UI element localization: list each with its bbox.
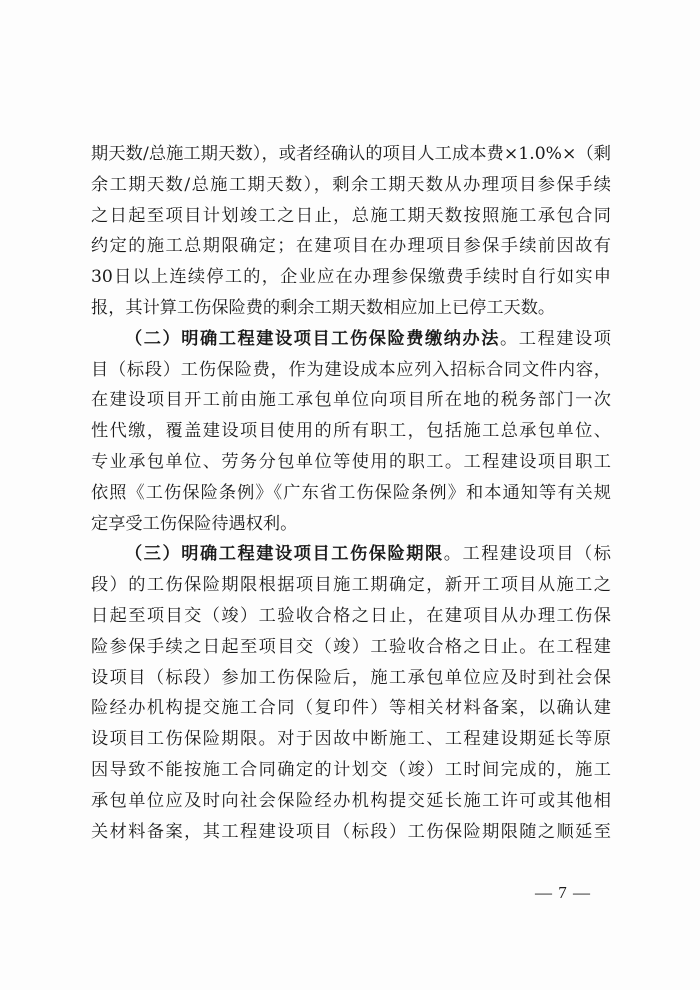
text-line [91,324,611,355]
text-line: 在建设项目开工前由施工承包单位向项目所在地的税务部门一次 [91,390,611,411]
text-fragment: 。工程建设项目（标 [443,544,611,565]
text-line: 专业承包单位、劳务分包单位等使用的职工。工程建设项目职工 [91,451,611,472]
text-line: 报，其计算工伤保险费的剩余工期天数相应加上已停工天数。 [91,297,556,318]
text-line: 设项目（标段）参加工伤保险后，施工承包单位应及时到社会保 [91,667,611,688]
text-line: 之日起至项目计划竣工之日止，总施工期天数按照施工承包合同 [91,205,611,226]
text-line: 余工期天数/总施工期天数），剩余工期天数从办理项目参保手续 [91,174,611,195]
text-line: 依照《工伤保险条例》《广东省工伤保险条例》和本通知等有关规 [91,482,611,503]
text-line: 性代缴，覆盖建设项目使用的所有职工，包括施工总承包单位、 [91,421,611,442]
text-line: 定享受工伤保险待遇权利。 [91,513,298,534]
text-line: 设项目工伤保险期限。对于因故中断施工、工程建设期延长等原 [91,729,611,750]
text-line: 险参保手续之日起至项目交（竣）工验收合格之日止。在工程建 [91,636,611,657]
text-line: 约定的施工总期限确定；在建项目在办理项目参保手续前因故有 [91,236,611,257]
paragraph-insurance-period [91,539,611,847]
page-number: — 7 — [535,883,591,902]
text-line: 期天数/总施工期天数），或者经确认的项目人工成本费×1.0%×（剩 [91,144,611,164]
text-line: 关材料备案，其工程建设项目（标段）工伤保险期限随之顺延至 [91,821,611,842]
section-heading: （三）明确工程建设项目工伤保险期限 [125,544,444,565]
section-heading: （二）明确工程建设项目工伤保险费缴纳办法 [125,328,501,349]
paragraph-continuation [91,139,611,324]
text-line: 30日以上连续停工的，企业应在办理参保缴费手续时自行如实申 [91,267,611,288]
paragraph-premium-payment [91,324,611,540]
text-line: 险经办机构提交施工合同（复印件）等相关材料备案，以确认建 [91,698,611,719]
text-line: 因导致不能按施工合同确定的计划交（竣）工时间完成的，施工 [91,759,611,780]
text-line: 承包单位应及时向社会保险经办机构提交延长施工许可或其他相 [91,790,611,811]
text-line: 目（标段）工伤保险费，作为建设成本应列入招标合同文件内容， [91,359,611,380]
text-line: 日起至项目交（竣）工验收合格之日止，在建项目从办理工伤保 [91,605,611,626]
text-line: 段）的工伤保险期限根据项目施工期确定，新开工项目从施工之 [91,575,611,596]
document-body [91,139,611,847]
text-fragment: 。工程建设项 [500,328,611,349]
text-line [91,539,611,570]
